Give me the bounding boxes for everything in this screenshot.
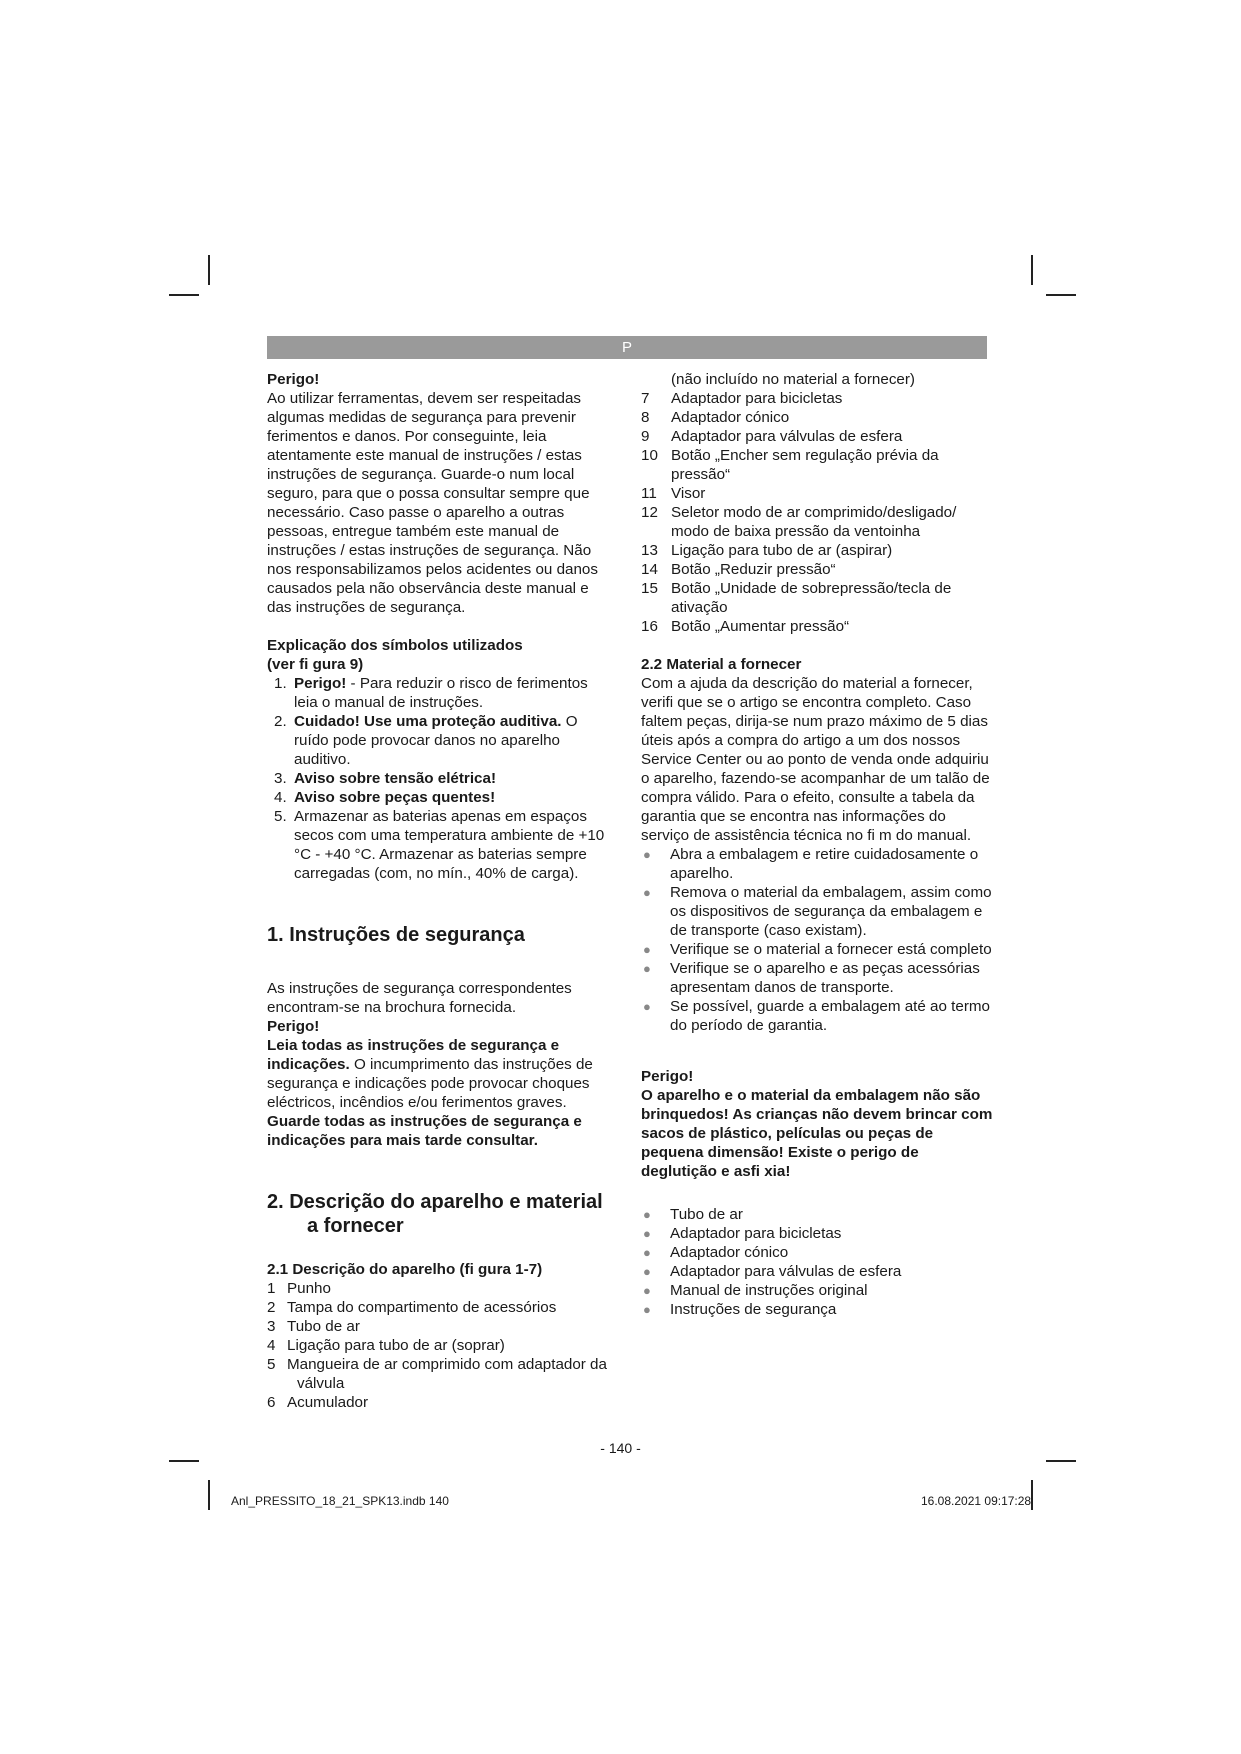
crop-mark-bottom-left-v [208,1480,210,1510]
list-item: 5. Armazenar as baterias apenas em espaços secos com uma temperatura ambiente de +10 °C - +40 °C. Armazenar as baterias sempre carregadas (com, no mín., 40% de carga). [274,808,605,882]
crop-mark-top-left-h [169,294,199,296]
list-item: 3 Tubo de ar [267,1318,360,1335]
symbols-list [267,674,612,883]
list-item: ● Manual de instruções original [643,1282,868,1299]
list-item: 2. Cuidado! Use uma proteção auditiva. O ruído pode provocar danos no aparelho auditivo. [274,713,578,768]
list-item: 4. Aviso sobre peças quentes! [274,789,496,806]
bullet-icon: ● [643,885,651,900]
bullet-icon: ● [643,1226,651,1241]
right-column [641,370,993,1319]
list-item: ● Adaptador cónico [643,1244,789,1261]
list-item: ● Verifique se o material a fornecer está completo [643,941,992,958]
crop-mark-top-right-v [1031,255,1033,285]
list-item: 15 Botão „Unidade de sobrepressão/tecla de ativação [641,580,952,616]
bullet-icon: ● [643,961,651,976]
crop-mark-bottom-left-h [169,1460,199,1462]
list-item: 4 Ligação para tubo de ar (soprar) [267,1337,505,1354]
bullet-icon: ● [643,1283,651,1298]
danger-text-right: O aparelho e o material da embalagem não são brinquedos! As crianças não devem brincar com sacos de plástico, películas ou peças de pequena dimensão! Existe o perigo de deglutição e asfi xia! [641,1087,993,1180]
danger-title: Perigo! [267,371,320,388]
section-1-heading: 1. Instruções de segurança [267,924,525,946]
list-item: ● Se possível, guarde a embalagem até ao termo do período de garantia. [643,998,990,1034]
list-item: 6 Acumulador [267,1394,369,1411]
part-6-continuation: (não incluído no material a fornecer) [671,371,915,388]
list-item: 1 Punho [267,1280,331,1297]
parts-list-a [267,1279,612,1412]
page-number: - 140 - [600,1440,641,1456]
bullet-icon: ● [643,1302,651,1317]
list-item: ● Adaptador para válvulas de esfera [643,1263,902,1280]
list-item: 11 Visor [641,485,706,502]
list-item: 3. Aviso sobre tensão elétrica! [274,770,497,787]
list-item: 5 Mangueira de ar comprimido com adaptador da válvula [267,1356,607,1392]
list-item: ● Instruções de segurança [643,1301,837,1318]
crop-mark-top-left-v [208,255,210,285]
list-item: 8 Adaptador cónico [641,409,790,426]
crop-mark-bottom-right-h [1046,1460,1076,1462]
bullet-icon: ● [643,847,651,862]
unpacking-steps-list [641,845,993,1035]
bullet-icon: ● [643,942,651,957]
danger-text: Ao utilizar ferramentas, devem ser respeitadas algumas medidas de segurança para prevenir ferimentos e danos. Por conseguinte, leia atentamente este manual de instruções / estas instruções de segurança. Guarde-o num local seguro, para que o possa consultar sempre que necessário. Caso passe o aparelho a outras pessoas, entregue também este manual de instruções / estas instruções de segurança. Não nos responsabilizamos pelos acidentes ou danos causados pela não observância deste manual e das instruções de segurança. [267,390,598,616]
list-item: 16 Botão „Aumentar pressão“ [641,618,850,635]
footer-timestamp: 16.08.2021 09:17:28 [921,1494,1032,1508]
crop-mark-top-right-h [1046,294,1076,296]
list-item: 1. Perigo! - Para reduzir o risco de ferimentos leia o manual de instruções. [274,675,588,711]
list-item: 7 Adaptador para bicicletas [641,390,843,407]
danger-title-right: Perigo! [641,1068,694,1085]
language-header-bar [267,336,987,359]
list-item: 2 Tampa do compartimento de acessórios [267,1299,557,1316]
list-item: 14 Botão „Reduzir pressão“ [641,561,836,578]
subsection-2-1-heading: 2.1 Descrição do aparelho (fi gura 1-7) [267,1261,543,1278]
subsection-2-2-heading: 2.2 Material a fornecer [641,656,802,673]
symbols-title: Explicação dos símbolos utilizados [267,637,523,654]
bullet-icon: ● [643,1207,651,1222]
section-1-keep-notice: Guarde todas as instruções de segurança e indicações para mais tarde consultar. [267,1113,582,1149]
bullet-icon: ● [643,1264,651,1279]
section-1-warning: Leia todas as instruções de segurança e indicações. O incumprimento das instruções de segurança e indicações pode provocar choques eléctricos, incêndios e/ou ferimentos graves. [267,1037,593,1111]
list-item: ● Abra a embalagem e retire cuidadosamente o aparelho. [643,846,979,882]
section-2-heading: 2. Descrição do aparelho e material a fornecer [267,1191,603,1237]
list-item: 13 Ligação para tubo de ar (aspirar) [641,542,893,559]
bullet-icon: ● [643,1245,651,1260]
footer-file-name: Anl_PRESSITO_18_21_SPK13.indb 140 [231,1494,449,1508]
contents-list [641,1205,993,1319]
section-1-text: As instruções de segurança correspondentes encontram-se na brochura fornecida. [267,980,572,1016]
subsection-2-2-text: Com a ajuda da descrição do material a fornecer, verifi que se o artigo se encontra completo. Caso faltem peças, dirija-se num prazo máximo de 5 dias úteis após a compra do artigo a um dos nossos Service Center ou ao ponto de venda onde adquiriu o aparelho, fazendo-se acompanhar de um talão de compra válido. Para o efeito, consulte a tabela da garantia que se encontra nas informações do serviço de assistência técnica no fi m do manual. [641,675,990,844]
parts-list-b [641,389,993,636]
crop-mark-bottom-right-v [1031,1480,1033,1510]
symbols-title-figure: (ver fi gura 9) [267,656,364,673]
list-item: 9 Adaptador para válvulas de esfera [641,428,903,445]
list-item: ● Remova o material da embalagem, assim como os dispositivos de segurança da embalagem e de transporte (caso existam). [643,884,992,939]
bullet-icon: ● [643,999,651,1014]
list-item: ● Tubo de ar [643,1206,743,1223]
list-item: ● Adaptador para bicicletas [643,1225,842,1242]
section-1-danger: Perigo! [267,1018,320,1035]
list-item: 10 Botão „Encher sem regulação prévia da pressão“ [641,447,939,483]
list-item: ● Verifique se o aparelho e as peças acessórias apresentam danos de transporte. [643,960,980,996]
left-column [267,370,612,1412]
language-code: P [621,339,632,356]
list-item: 12 Seletor modo de ar comprimido/desligado/ modo de baixa pressão da ventoinha [641,504,957,540]
